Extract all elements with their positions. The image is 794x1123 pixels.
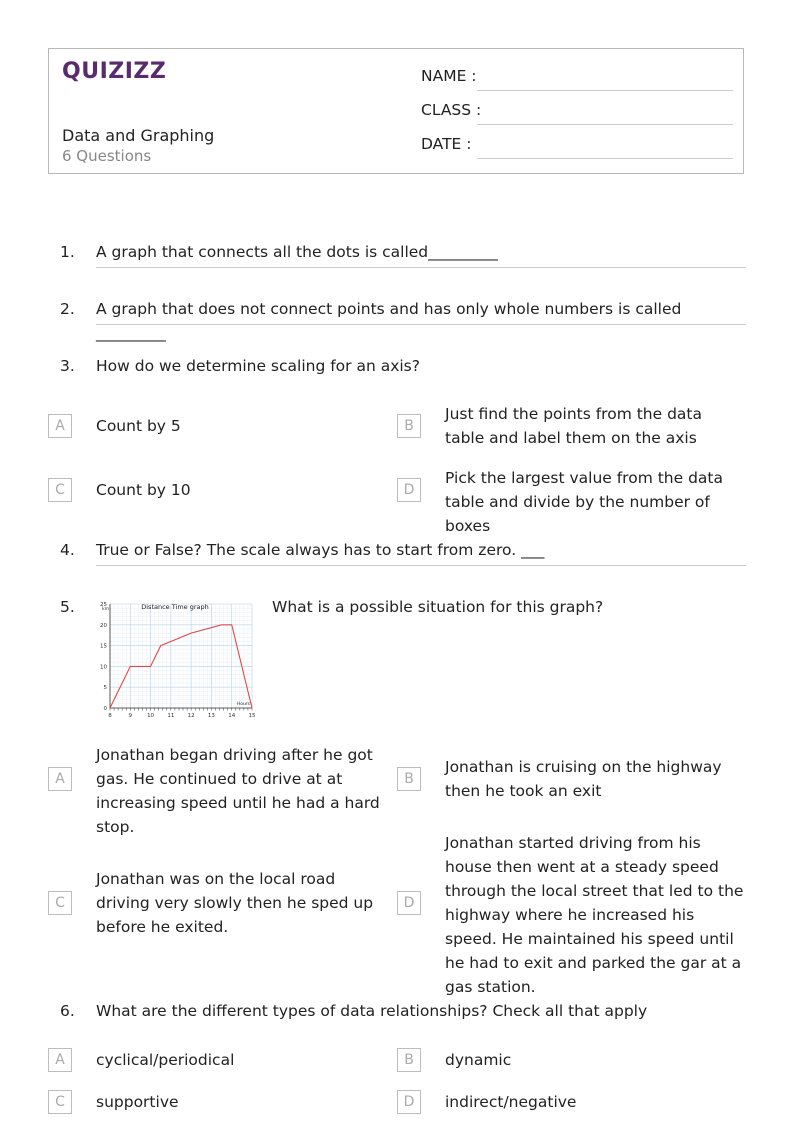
question-text: True or False? The scale always has to start from zero. ___ [96, 541, 545, 559]
class-line[interactable] [477, 124, 733, 125]
question-number: 5. [60, 598, 75, 616]
answer-line[interactable] [96, 267, 746, 268]
question-text: What are the different types of data relationships? Check all that apply [96, 1002, 648, 1020]
x-tick-label: 12 [187, 713, 195, 719]
question-number: 3. [60, 357, 75, 375]
y-tick-label: 15 [100, 643, 107, 650]
y-tick-label: 5 [103, 685, 107, 692]
option-letter-badge[interactable]: C [48, 1090, 72, 1114]
question-count: 6 Questions [62, 147, 152, 165]
option-text: Jonathan began driving after he got gas. He continued to drive at at increasing speed until he had a hard stop. [96, 746, 380, 836]
option-text: supportive [96, 1093, 179, 1111]
option-letter-badge[interactable]: C [48, 891, 72, 915]
x-tick-label: 9 [128, 713, 133, 719]
x-tick-label: 15 [248, 713, 256, 719]
option-letter-badge[interactable]: A [48, 767, 72, 791]
answer-line[interactable] [96, 324, 746, 325]
x-tick-label: 8 [108, 713, 112, 719]
x-axis-label: Hours [236, 702, 250, 707]
option-letter-badge[interactable]: B [397, 414, 421, 438]
question-text: A graph that connects all the dots is called_________ [96, 243, 498, 261]
y-tick-label: 0 [103, 706, 107, 712]
option-letter-badge[interactable]: A [48, 1048, 72, 1072]
question-number: 4. [60, 541, 75, 559]
option-letter-badge[interactable]: B [397, 767, 421, 791]
option-letter-badge[interactable]: D [397, 891, 421, 915]
question-number: 6. [60, 1002, 75, 1020]
date-line[interactable] [477, 158, 733, 159]
question-text: How do we determine scaling for an axis? [96, 357, 420, 375]
option-letter-badge[interactable]: D [397, 1090, 421, 1114]
option-text: Pick the largest value from the data table and divide by the number of boxes [445, 469, 724, 535]
option-letter-badge[interactable]: A [48, 414, 72, 438]
question-number: 1. [60, 243, 75, 261]
worksheet-title: Data and Graphing [62, 126, 215, 145]
date-label: DATE : [421, 135, 472, 153]
y-tick-label: 20 [100, 622, 107, 629]
answer-line[interactable] [96, 565, 746, 566]
option-text: Jonathan was on the local road driving very slowly then he sped up before he exited. [96, 870, 374, 936]
class-field[interactable] [421, 101, 733, 125]
name-field[interactable] [421, 67, 733, 91]
option-letter-badge[interactable]: B [397, 1048, 421, 1072]
distance-time-graph [96, 596, 256, 720]
question-text: What is a possible situation for this graph? [272, 598, 604, 616]
option-text: Count by 10 [96, 481, 191, 499]
question-text: A graph that does not connect points and has only whole numbers is called _________ [96, 300, 682, 342]
y-tick-label: 25 [100, 602, 107, 608]
option-text: Just find the points from the data table and label them on the axis [445, 405, 702, 447]
class-label: CLASS : [421, 101, 482, 119]
name-line[interactable] [477, 90, 733, 91]
worksheet-header [48, 48, 744, 174]
option-text: Jonathan started driving from his house then went at a steady speed through the local street that led to the highway where he increased his speed. He maintained his speed until he had to exit and parked the gar at a gas station. [445, 834, 744, 996]
option-text: dynamic [445, 1051, 512, 1069]
quizizz-logo: QUIZIZZ [62, 59, 167, 84]
option-text: cyclical/periodical [96, 1051, 235, 1069]
question-number: 2. [60, 300, 75, 318]
option-text: Jonathan is cruising on the highway then he took an exit [445, 758, 722, 800]
x-tick-label: 11 [167, 713, 175, 719]
y-tick-label: 10 [100, 664, 107, 671]
name-label: NAME : [421, 67, 477, 85]
x-tick-label: 13 [207, 713, 215, 719]
x-tick-label: 10 [147, 713, 155, 719]
x-tick-label: 14 [228, 713, 236, 719]
y-axis-label: km [102, 607, 109, 612]
option-text: Count by 5 [96, 417, 181, 435]
chart-title: Distance Time graph [141, 603, 209, 611]
option-text: indirect/negative [445, 1093, 577, 1111]
option-letter-badge[interactable]: C [48, 478, 72, 502]
date-field[interactable] [421, 135, 733, 159]
option-letter-badge[interactable]: D [397, 478, 421, 502]
